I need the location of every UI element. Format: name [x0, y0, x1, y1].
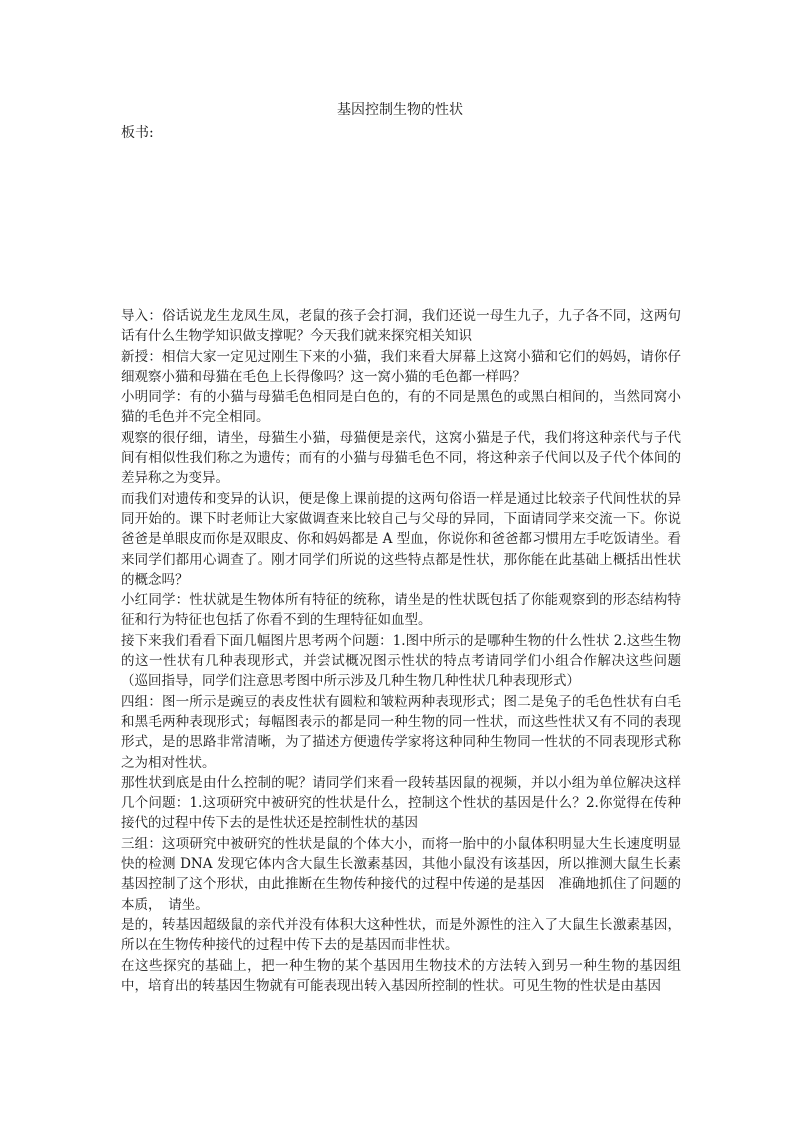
paragraph-intro: 导入：俗话说龙生龙凤生凤，老鼠的孩子会打洞，我们还说一母生九子，九子各不同，这两句话有什么生物学知识做支撑呢？今天我们就来探究相关知识 — [121, 308, 681, 345]
paragraph-picture-questions: 接下来我们看看下面几幅图片思考两个问题：1.图中所示的是哪种生物的什么性状 2.这些生物的这一性状有几种表现形式，并尝试概况图示性状的特点考请同学们小组合作解决这些问题（巡回指导，同学们注意思考图中所示涉及几种生物几种性状几种表现形式） — [121, 632, 681, 690]
paragraph-conclusion: 是的，转基因超级鼠的亲代并没有体积大这种性状，而是外源性的注入了大鼠生长激素基因，所以在生物传种接代的过程中传下去的是基因而非性状。 — [121, 916, 681, 954]
document-body — [121, 306, 681, 996]
paragraph-heredity-variation: 观察的很仔细，请坐，母猫生小猫，母猫便是亲代，这窝小猫是子代，我们将这种亲代与子代间有相似性我们称之为遗传；而有的小猫与母猫毛色不同，将这种亲子代间以及子代个体间的差异称之为变异。 — [121, 429, 681, 487]
paragraph-xiaoming: 小明同学：有的小猫与母猫毛色相同是白色的，有的不同是黑色的或黑白相间的，当然同窝小猫的毛色并不完全相同。 — [121, 389, 681, 426]
paragraph-new-lesson: 新授：相信大家一定见过刚生下来的小猫，我们来看大屏幕上这窝小猫和它们的妈妈，请你仔细观察小猫和母猫在毛色上长得像吗？这一窝小猫的毛色都一样吗？ — [121, 348, 681, 385]
paragraph-group-three: 三组：这项研究中被研究的性状是鼠的个体大小，而将一胎中的小鼠体积明显大生长速度明显快的检测 DNA 发现它体内含大鼠生长激素基因，其他小鼠没有该基因，所以推测大鼠生长素基因控制了这个形状，由此推断在生物传种接代的过程中传递的是基因 准确地抓住了问题的本质， 请坐。 — [121, 835, 681, 913]
paragraph-trait-comparison: 而我们对遗传和变异的认识，便是像上课前提的这两句俗语一样是通过比较亲子代间性状的异同开始的。课下时老师让大家做调查来比较自己与父母的异同，下面请同学来交流一下。你说爸爸是单眼皮而你是双眼皮、你和妈妈都是 A 型血，你说你和爸爸都习惯用左手吃饭请坐。看来同学们都用心调查了。刚才同学们所说的这些特点都是性状，那你能在此基础上概括出性状的概念吗？ — [121, 490, 681, 588]
document-title: 基因控制生物的性状 — [337, 102, 463, 118]
paragraph-xiaohong: 小红同学：性状就是生物体所有特征的统称，请坐是的性状既包括了你能观察到的形态结构特征和行为特征也包括了你看不到的生理特征如血型。 — [121, 592, 681, 629]
paragraph-transgenic-summary: 在这些探究的基础上，把一种生物的某个基因用生物技术的方法转入到另一种生物的基因组中，培育出的转基因生物就有可能表现出转入基因所控制的性状。可见生物的性状是由基因 — [121, 957, 681, 994]
paragraph-group-four: 四组：图一所示是豌豆的表皮性状有圆粒和皱粒两种表现形式；图二是兔子的毛色性状有白毛和黑毛两种表现形式；每幅图表示的都是同一种生物的同一性状，而这些性状又有不同的表现形式，是的思路非常清晰，为了描述方便遗传学家将这种同种生物同一性状的不同表现形式称之为相对性状。 — [121, 693, 681, 771]
paragraph-transgenic-mouse: 那性状到底是由什么控制的呢？请同学们来看一段转基因鼠的视频，并以小组为单位解决这样几个问题：1.这项研究中被研究的性状是什么，控制这个性状的基因是什么？2.你觉得在传种接代的过程中传下去的是性状还是控制性状的基因 — [121, 774, 681, 832]
board-label: 板书: — [121, 125, 154, 141]
